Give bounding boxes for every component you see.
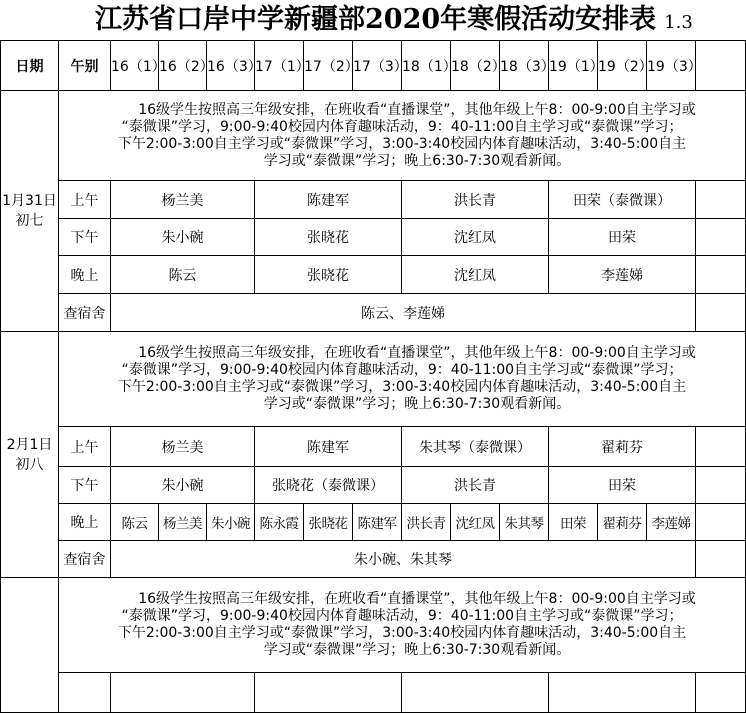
day2-date: 2月1日 bbox=[6, 436, 53, 453]
overflow-cell bbox=[696, 467, 746, 504]
slot-morning: 上午 bbox=[59, 181, 111, 219]
day1-date: 1月31日 bbox=[2, 193, 57, 209]
note-line: 学习或“泰微课”学习；晚上6:30-7:30观看新闻。 bbox=[263, 396, 571, 412]
slot-evening: 晚上 bbox=[59, 256, 111, 294]
header-class: 16（1） bbox=[111, 41, 159, 91]
header-class: 16（2） bbox=[159, 41, 207, 91]
day2-lunar: 初八 bbox=[15, 456, 44, 473]
duty-cell bbox=[111, 673, 255, 713]
header-date: 日期 bbox=[1, 41, 59, 91]
note-line: 下午2:00-3:00自主学习或“泰微课”学习，3:00-3:40校园内体育趣味活动，3:40-5:00自主 bbox=[117, 379, 687, 395]
note-line: 16级学生按照高三年级安排，在班收看“直播课堂”，其他年级上午8：00-9:00自主学习或 bbox=[138, 591, 696, 607]
header-class-overflow bbox=[696, 41, 746, 91]
header-class: 19（3） bbox=[647, 41, 696, 91]
duty-person: 陈建军 bbox=[255, 427, 402, 467]
header-class: 16（3） bbox=[207, 41, 255, 91]
slot-afternoon: 下午 bbox=[59, 467, 111, 504]
header-slot: 午别 bbox=[59, 41, 111, 91]
slot-morning: 上午 bbox=[59, 427, 111, 467]
duty-person: 沈红凤 bbox=[402, 219, 549, 256]
duty-cell bbox=[402, 673, 549, 713]
header-class: 18（3） bbox=[500, 41, 549, 91]
duty-person: 杨兰美 bbox=[111, 181, 255, 219]
header-class: 17（1） bbox=[255, 41, 304, 91]
day2-evening-row bbox=[1, 504, 746, 541]
slot-afternoon: 下午 bbox=[59, 219, 111, 256]
duty-person: 李莲娣 bbox=[549, 256, 696, 294]
day1-evening-row bbox=[1, 256, 746, 294]
duty-cell bbox=[255, 673, 402, 713]
day2-dorm-row bbox=[1, 541, 746, 578]
day1-dorm-row bbox=[1, 294, 746, 332]
day3-date-cell bbox=[1, 578, 59, 713]
overflow-cell bbox=[696, 673, 746, 713]
duty-person: 田荣 bbox=[549, 467, 696, 504]
note-line: 16级学生按照高三年级安排，在班收看“直播课堂”，其他年级上午8：00-9:00自主学习或 bbox=[138, 345, 696, 361]
duty-person: 李莲娣 bbox=[647, 504, 696, 541]
duty-person: 翟莉芬 bbox=[549, 427, 696, 467]
title-main: 江苏省口岸中学新疆部2020年寒假活动安排表 bbox=[95, 4, 657, 35]
duty-person: 沈红凤 bbox=[451, 504, 500, 541]
day3-note-row bbox=[1, 578, 746, 673]
day1-lunar: 初七 bbox=[15, 213, 44, 229]
page-title bbox=[0, 0, 699, 40]
day1-afternoon-row bbox=[1, 219, 746, 256]
day2-date-cell bbox=[1, 332, 59, 578]
day3-morning-row bbox=[1, 673, 746, 713]
duty-person: 陈云 bbox=[111, 504, 159, 541]
header-row bbox=[1, 41, 746, 91]
duty-cell bbox=[549, 673, 696, 713]
day2-morning-row bbox=[1, 427, 746, 467]
day2-note-row bbox=[1, 332, 746, 427]
overflow-cell bbox=[696, 181, 746, 219]
duty-person: 朱小碗 bbox=[111, 467, 255, 504]
duty-person: 朱其琴（泰微课） bbox=[402, 427, 549, 467]
overflow-cell bbox=[696, 427, 746, 467]
duty-person: 张晓花 bbox=[255, 256, 402, 294]
note-line: 下午2:00-3:00自主学习或“泰微课”学习，3:00-3:40校园内体育趣味活动，3:40-5:00自主 bbox=[117, 625, 687, 641]
duty-person: 田荣（泰微课） bbox=[549, 181, 696, 219]
slot-cell bbox=[59, 673, 111, 713]
note-line: “泰微课”学习，9:00-9:40校园内体育趣味活动，9：40-11:00自主学习或“泰微课”学习； bbox=[121, 362, 683, 378]
duty-person: 张晓花 bbox=[304, 504, 353, 541]
title-suffix: 1.3 bbox=[664, 12, 693, 33]
duty-person: 翟莉芬 bbox=[598, 504, 647, 541]
duty-person: 洪长青 bbox=[402, 181, 549, 219]
day2-afternoon-row bbox=[1, 467, 746, 504]
slot-dorm: 查宿舍 bbox=[59, 294, 111, 332]
header-class: 17（2） bbox=[304, 41, 353, 91]
duty-person: 朱其琴 bbox=[500, 504, 549, 541]
day3-note bbox=[59, 578, 746, 673]
schedule-table bbox=[0, 40, 746, 713]
duty-person: 陈建军 bbox=[353, 504, 402, 541]
day1-morning-row bbox=[1, 181, 746, 219]
header-class: 19（2） bbox=[598, 41, 647, 91]
note-line: “泰微课”学习，9:00-9:40校园内体育趣味活动，9：40-11:00自主学习或“泰微课”学习； bbox=[121, 118, 683, 135]
duty-person: 张晓花 bbox=[255, 219, 402, 256]
day1-note-row bbox=[1, 91, 746, 181]
overflow-cell bbox=[696, 541, 746, 578]
note-line: 下午2:00-3:00自主学习或“泰微课”学习，3:00-3:40校园内体育趣味活动，3:40-5:00自主 bbox=[117, 135, 687, 152]
note-line: 学习或“泰微课”学习；晚上6:30-7:30观看新闻。 bbox=[263, 642, 571, 658]
duty-person: 陈建军 bbox=[255, 181, 402, 219]
duty-person: 杨兰美 bbox=[159, 504, 207, 541]
header-class: 17（3） bbox=[353, 41, 402, 91]
slot-evening: 晚上 bbox=[59, 504, 111, 541]
header-class: 18（1） bbox=[402, 41, 451, 91]
duty-person: 张晓花（泰微课） bbox=[255, 467, 402, 504]
duty-person: 洪长青 bbox=[402, 504, 451, 541]
note-line: “泰微课”学习，9:00-9:40校园内体育趣味活动，9：40-11:00自主学习或“泰微课”学习； bbox=[121, 608, 683, 624]
duty-person: 田荣 bbox=[549, 219, 696, 256]
dorm-check-person: 陈云、李莲娣 bbox=[111, 294, 696, 332]
duty-person: 沈红凤 bbox=[402, 256, 549, 294]
header-class: 18（2） bbox=[451, 41, 500, 91]
note-line: 16级学生按照高三年级安排，在班收看“直播课堂”，其他年级上午8：00-9:00自主学习或 bbox=[138, 101, 696, 118]
duty-person: 田荣 bbox=[549, 504, 598, 541]
overflow-cell bbox=[696, 256, 746, 294]
duty-person: 杨兰美 bbox=[111, 427, 255, 467]
note-line: 学习或“泰微课”学习；晚上6:30-7:30观看新闻。 bbox=[263, 152, 571, 169]
dorm-check-person: 朱小碗、朱其琴 bbox=[111, 541, 696, 578]
overflow-cell bbox=[696, 219, 746, 256]
day1-note bbox=[59, 91, 746, 181]
duty-person: 朱小碗 bbox=[111, 219, 255, 256]
header-class: 19（1） bbox=[549, 41, 598, 91]
slot-dorm: 查宿舍 bbox=[59, 541, 111, 578]
duty-person: 陈永霞 bbox=[255, 504, 304, 541]
day1-date-cell bbox=[1, 91, 59, 332]
duty-person: 朱小碗 bbox=[207, 504, 255, 541]
overflow-cell bbox=[696, 294, 746, 332]
duty-person: 陈云 bbox=[111, 256, 255, 294]
overflow-cell bbox=[696, 504, 746, 541]
duty-person: 洪长青 bbox=[402, 467, 549, 504]
day2-note bbox=[59, 332, 746, 427]
